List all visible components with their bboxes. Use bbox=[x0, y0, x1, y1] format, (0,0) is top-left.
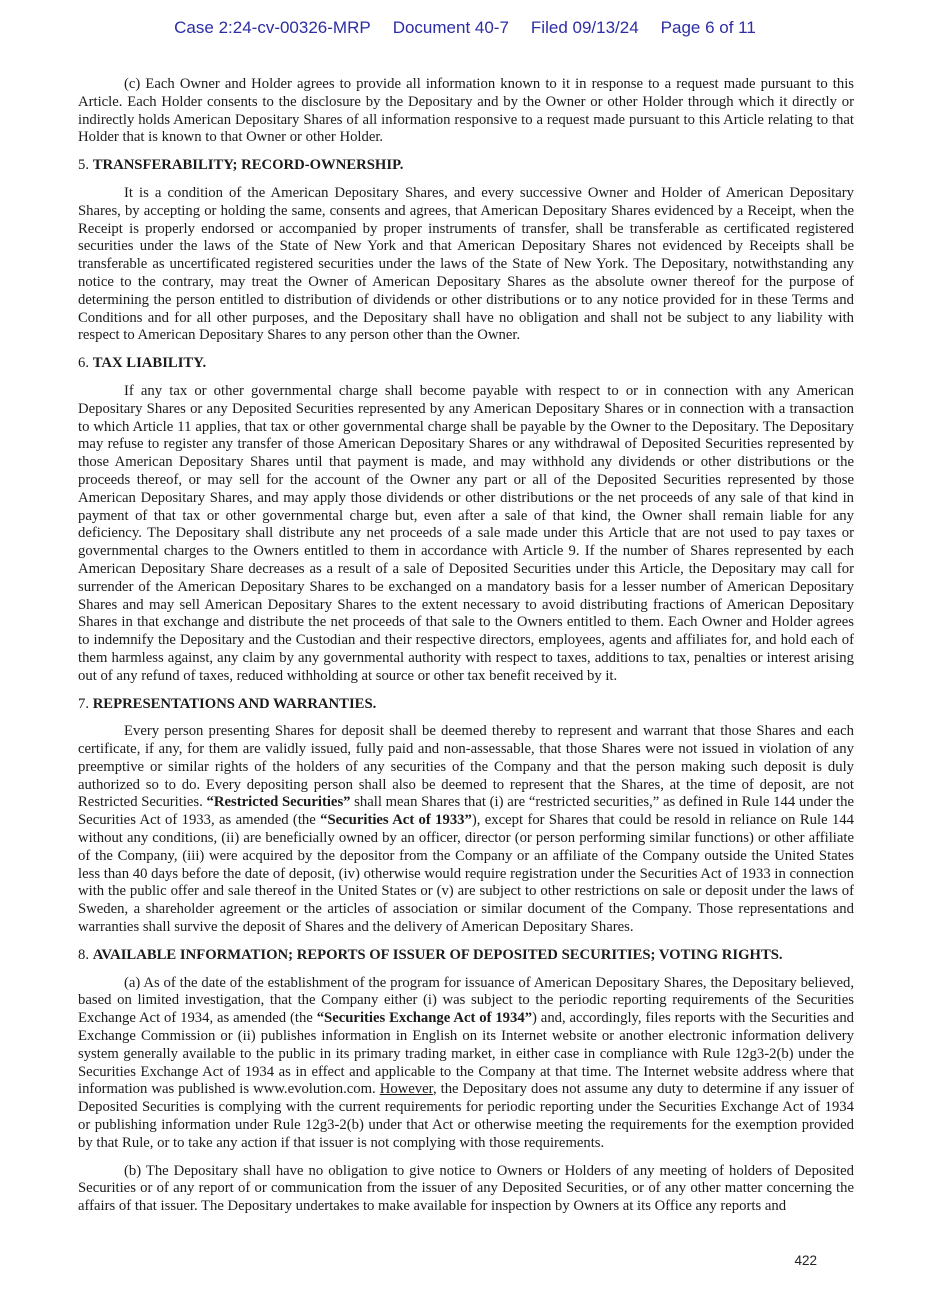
page-number: 422 bbox=[794, 1253, 817, 1268]
section-6-paragraph bbox=[78, 383, 854, 686]
section-title: TAX LIABILITY. bbox=[92, 355, 207, 372]
section-7-heading bbox=[78, 696, 854, 714]
section-8-heading bbox=[78, 947, 854, 965]
section-title: REPRESENTATIONS AND WARRANTIES. bbox=[92, 695, 377, 712]
section-title: TRANSFERABILITY; RECORD-OWNERSHIP. bbox=[92, 157, 404, 174]
text-run: , the Depositary does not assume any duty to determine if any issuer of Deposited Securities is complying with the current requirements for periodic reporting under the Securities Exchange Act of 1934 or publishing information under Rule 12g3-2(b) under that Act or otherwise meeting the requirements for the exemption provided by that Rule, or to take any action if that issuer is not complying with those requirements. bbox=[78, 1081, 854, 1151]
stamp-document-number: Document 40-7 bbox=[392, 18, 509, 37]
underlined-text: However bbox=[379, 1081, 433, 1098]
court-stamp-header bbox=[0, 18, 930, 38]
defined-term: “Securities Exchange Act of 1934” bbox=[316, 1010, 533, 1027]
section-number: 8. bbox=[78, 946, 93, 963]
section-6-heading bbox=[78, 355, 854, 373]
section-7-paragraph bbox=[78, 723, 854, 937]
text-run: ), except for Shares that could be resold in reliance on Rule 144 without any conditions, (ii) are beneficially owned by an officer, director (or person performing similar functions) or other affiliate of the Company, (iii) were acquired by the depositor from the Company or an affiliate of the Company outside the United States less than 40 days before the date of deposit, (iv) otherwise would require registration under the Securities Act of 1933 in connection with the public offer and sale thereof in the United States or (v) are subject to other restrictions on sale or deposit under the laws of Sweden, a shareholder agreement or the articles of association or similar document of the Company. Those representations and warranties shall survive the deposit of Shares and the delivery of American Depositary Shares. bbox=[78, 812, 854, 936]
text-run: (a) As of the date of the establishment of the program for issuance of American Depositary Shares, the Depositary believed, based on limited investigation, that the Company either (i) was subject to the periodic reporting requirements of the Securities Exchange Act of 1934, as amended (the bbox=[78, 974, 854, 1027]
text-run: Every person presenting Shares for deposit shall be deemed thereby to represent and warrant that those Shares and each certificate, if any, for them are validly issued, fully paid and non-assessable, that those Shares were not issued in violation of any preemptive or similar rights of the holders of any securities of the Company and that the person making such deposit is duly authorized so to do. Every depositing person shall also be deemed to represent that the Shares, at the time of deposit, are not Restricted Securities. bbox=[78, 723, 854, 811]
section-number: 7. bbox=[78, 695, 93, 712]
section-5-heading bbox=[78, 157, 854, 175]
paragraph-4c bbox=[78, 76, 854, 147]
text-run: If any tax or other governmental charge shall become payable with respect to or in connection with any American Depositary Shares or any Deposited Securities represented by any American Depositary Shares or in connection with a transaction to which Article 11 applies, that tax or other governmental charge shall be payable by the Owner to the Depositary. The Depositary may refuse to register any transfer of those American Depositary Shares or any withdrawal of Deposited Securities represented by those American Depositary Shares until that payment is made, and may withhold any dividends or other distributions or the proceeds thereof, or may sell for the account of the Owner any part or all of the Deposited Securities represented by those American Depositary Shares, and may apply those dividends or other distributions or the net proceeds of any sale of that kind in payment of that tax or other governmental charge but, even after a sale of that kind, the Owner shall remain liable for any deficiency. The Depositary shall distribute any net proceeds of a sale made under this Article that are not used to pay taxes or governmental charges to the Owners entitled to them in accordance with Article 9. If the number of Shares represented by each American Depositary Share decreases as a result of a sale of Deposited Securities under this Article, the Depositary may call for surrender of the American Depositary Shares to be exchanged on a mandatory basis for a lesser number of American Depositary Shares and may sell American Depositary Shares to the extent necessary to avoid distributing fractions of American Depositary Shares in that exchange and distribute the net proceeds of that sale to the Owners entitled to them. Each Owner and Holder agrees to indemnify the Depositary and the Custodian and their respective directors, employees, agents and affiliates for, and hold each of them harmless against, any claim by any governmental authority with respect to taxes, additions to tax, penalties or interest arising out of any refund of taxes, reduced withholding at source or other tax benefit received by it. bbox=[78, 382, 854, 684]
section-number: 6. bbox=[78, 355, 93, 372]
section-5-paragraph bbox=[78, 185, 854, 345]
text-run: shall mean Shares that (i) are “restricted securities,” as defined in Rule 144 under the Securities Act of 1933, as amended (the bbox=[78, 794, 854, 829]
text-run: (c) Each Owner and Holder agrees to provide all information known to it in response to a request made pursuant to this Article. Each Holder consents to the disclosure by the Depositary and by the Owner or other Holder through which it directly or indirectly holds American Depositary Shares of all information responsive to a request made pursuant to this Article relating to that Holder that is known to that Owner or other Holder. bbox=[78, 76, 854, 146]
stamp-case-number: Case 2:24-cv-00326-MRP bbox=[174, 18, 371, 37]
stamp-page-indicator: Page 6 of 11 bbox=[660, 18, 756, 37]
text-run: It is a condition of the American Depositary Shares, and every successive Owner and Holder of American Depositary Shares, by accepting or holding the same, consents and agrees, that American Depositary Shares evidenced by a Receipt, when the Receipt is properly endorsed or accompanied by proper instruments of transfer, shall be transferable as certificated registered securities under the laws of the State of New York and that American Depositary Shares not evidenced by Receipts shall be transferable as uncertificated registered securities under the laws of the State of New York. The Depositary, notwithstanding any notice to the contrary, may treat the Owner of American Depositary Shares as the absolute owner thereof for the purpose of determining the person entitled to distribution of dividends or other distributions or to any notice provided for in these Terms and Conditions and for all other purposes, and the Depositary shall have no obligation and shall not be subject to any liability with respect to American Depositary Shares to any person other than the Owner. bbox=[78, 184, 854, 344]
section-8a-paragraph bbox=[78, 975, 854, 1153]
section-8b-paragraph bbox=[78, 1163, 854, 1216]
defined-term: “Securities Act of 1933” bbox=[320, 812, 472, 829]
section-number: 5. bbox=[78, 157, 93, 174]
section-title: AVAILABLE INFORMATION; REPORTS OF ISSUER OF DEPOSITED SECURITIES; VOTING RIGHTS. bbox=[92, 946, 783, 963]
text-run: (b) The Depositary shall have no obligation to give notice to Owners or Holders of any meeting of holders of Deposited Securities or of any report of or communication from the issuer of any Deposited Securities, or of any other matter concerning the affairs of that issuer. The Depositary undertakes to make available for inspection by Owners at its Office any reports and bbox=[78, 1162, 854, 1215]
stamp-filed-date: Filed 09/13/24 bbox=[530, 18, 639, 37]
defined-term: “Restricted Securities” bbox=[206, 794, 351, 811]
document-body bbox=[78, 76, 854, 1226]
text-run: ) and, accordingly, files reports with the Securities and Exchange Commission or (ii) publishes information in English on its Internet website or another electronic information delivery system generally available to the public in its primary trading market, in either case in compliance with Rule 12g3-2(b) under the Securities Exchange Act of 1934 as in effect and applicable to the Company at that time. The Internet website address where that information was published is www.evolution.com. bbox=[78, 1010, 855, 1098]
